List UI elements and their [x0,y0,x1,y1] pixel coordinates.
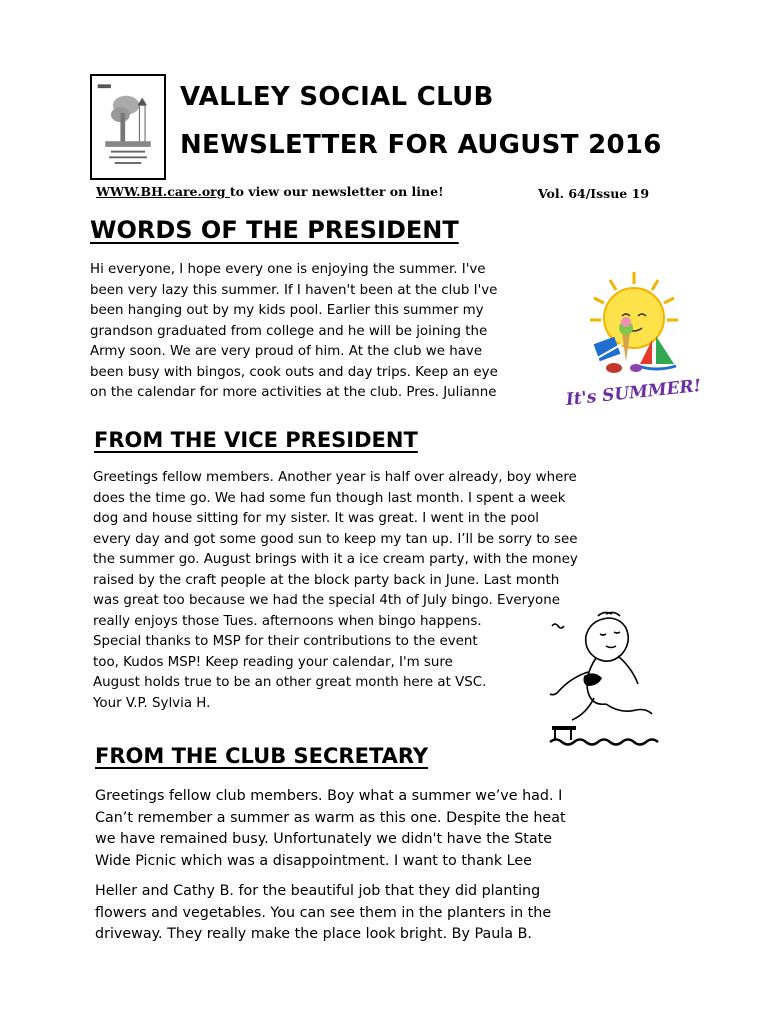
secretary-line: Can’t remember a summer as warm as this one. Despite the heat [95,809,566,826]
president-message [90,260,590,404]
president-line: grandson graduated from college and he will be joining the [90,323,488,339]
summer-clipart-text: It's SUMMER! [564,375,703,411]
secretary-line: Greetings fellow club members. Boy what a summer we’ve had. I [95,788,563,804]
president-line: Hi everyone, I hope every one is enjoying the summer. I've [90,262,486,277]
vice-president-line: does the time go. We had some fun though last month. I spent a week [93,490,566,506]
vice-president-heading: FROM THE VICE PRESIDENT [94,428,418,452]
swimmer-clipart [548,612,668,752]
club-title: VALLEY SOCIAL CLUB [180,82,494,112]
diving-swimmer-icon [548,612,668,752]
website-link[interactable]: WWW.BH.care.org [96,184,230,199]
president-heading: WORDS OF THE PRESIDENT [90,216,459,244]
club-logo [90,74,166,180]
vice-president-line: dog and house sitting for my sister. It was great. I went in the pool [93,511,539,526]
vice-president-line: was great too because we had the special 4th of July bingo. Everyone [93,593,560,608]
website-line [96,184,444,199]
secretary-heading: FROM THE CLUB SECRETARY [95,744,429,768]
president-line: been very lazy this summer. If I haven't been at the club I've [90,282,498,298]
president-line: on the calendar for more activities at the club. Pres. Julianne [90,385,497,400]
secretary-line: Heller and Cathy B. for the beautiful job that they did planting [95,883,541,899]
president-line: Army soon. We are very proud of him. At the club we have [90,344,483,359]
vice-president-line: the summer go. August brings with it a ice cream party, with the money [93,552,578,567]
vice-president-line: Special thanks to MSP for their contributions to the event [93,634,478,649]
secretary-line: flowers and vegetables. You can see them in the planters in the [95,904,552,921]
volume-issue: Vol. 64/Issue 19 [538,186,650,201]
sun-icecream-icon [564,270,703,418]
vice-president-line: raised by the craft people at the block party back in June. Last month [93,572,560,588]
secretary-line: we have remained busy. Unfortunately we didn't have the State [95,831,553,847]
secretary-message-part1 [95,786,655,872]
president-line: been busy with bingos, cook outs and day trips. Keep an eye [90,364,498,380]
summer-clipart [564,270,703,418]
newsletter-title: NEWSLETTER FOR AUGUST 2016 [180,130,662,160]
president-line: been hanging out by my kids pool. Earlier this summer my [90,303,484,318]
vice-president-line: too, Kudos MSP! Keep reading your calendar, I'm sure [93,654,453,670]
secretary-line: driveway. They really make the place look bright. By Paula B. [95,926,532,942]
vice-president-line: Your V.P. Sylvia H. [93,695,211,711]
vice-president-line: really enjoys those Tues. afternoons when bingo happens. [93,613,482,629]
website-suffix: to view our newsletter on line! [229,184,444,199]
secretary-line: Wide Picnic which was a disappointment. I want to thank Lee [95,852,532,869]
vice-president-line: Greetings fellow members. Another year is half over already, boy where [93,470,577,485]
secretary-message-part2 [95,881,655,946]
vice-president-line: every day and got some good sun to keep my tan up. I’ll be sorry to see [93,531,578,547]
lighthouse-logo-icon [92,76,164,178]
vice-president-line: August holds true to be an other great month here at VSC. [93,675,487,690]
